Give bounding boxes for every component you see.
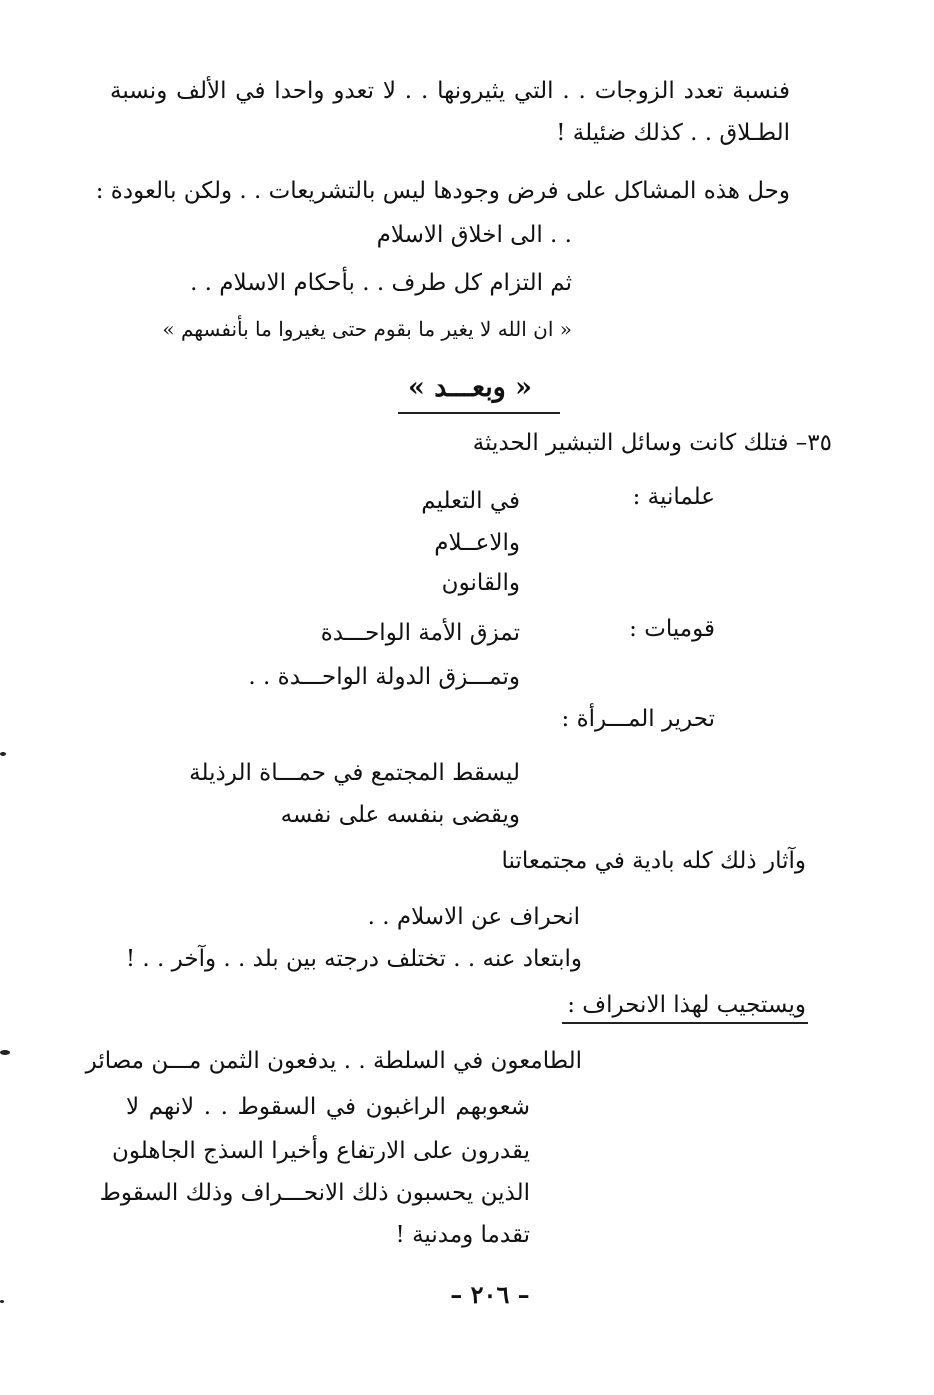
subheading-underline [562, 1022, 808, 1024]
heading-underline [398, 412, 560, 414]
body-line: يقدرون على الارتفاع وأخيرا السذج الجاهلون [112, 1138, 530, 1164]
body-line: ثم التزام كل طرف . . بأحكام الاسلام . . [190, 270, 572, 296]
section-heading: « وبعـــد » [407, 372, 533, 403]
list-label: تحرير المـــرأة : [561, 706, 715, 732]
list-item: تمزق الأمة الواحـــدة [320, 620, 520, 646]
list-item: ليسقط المجتمع في حمـــاة الرذيلة [189, 760, 520, 786]
subheading: ويستجيب لهذا الانحراف : [567, 992, 806, 1018]
list-item: والقانون [441, 570, 520, 596]
list-item: ويقضى بنفسه على نفسه [280, 802, 520, 828]
body-line: وحل هذه المشاكل على فرض وجودها ليس بالتشريعات . . ولكن بالعودة : [95, 178, 790, 204]
scan-speck [0, 1300, 4, 1303]
scan-speck [0, 752, 6, 756]
body-line: . . الى اخلاق الاسلام [376, 222, 572, 248]
list-item: في التعليم [421, 488, 520, 514]
list-label: قوميات : [629, 616, 715, 642]
body-line: شعوبهم الراغبون في السقوط . . لانهم لا [126, 1094, 530, 1120]
body-line: فنسبة تعدد الزوجات . . التي يثيرونها . . لا تعدو واحدا في الألف ونسبة [110, 78, 790, 104]
body-line: وآثار ذلك كله بادية في مجتمعاتنا [501, 848, 806, 874]
list-item: والاعــلام [434, 530, 520, 556]
scan-speck [0, 1050, 10, 1055]
body-line: تقدما ومدنية ! [395, 1222, 530, 1248]
body-line: الذين يحسبون ذلك الانحـــراف وذلك السقوط [99, 1180, 530, 1206]
body-line: الطـلاق . . كذلك ضئيلة ! [556, 120, 790, 146]
list-item: وابتعاد عنه . . تختلف درجته بين بلد . . وآخر . . ! [125, 946, 582, 972]
list-item: وتمـــزق الدولة الواحـــدة . . [248, 664, 520, 690]
page-number: – ٢٠٦ – [450, 1280, 530, 1309]
section-intro: ٣٥– فتلك كانت وسائل التبشير الحديثة [472, 430, 832, 456]
list-label: علمانية : [632, 484, 715, 510]
quran-quote: « ان الله لا يغير ما بقوم حتى يغيروا ما بأنفسهم » [162, 317, 572, 341]
body-line: الطامعون في السلطة . . يدفعون الثمن مـــن مصائر [85, 1048, 582, 1074]
list-item: انحراف عن الاسلام . . [367, 904, 580, 930]
